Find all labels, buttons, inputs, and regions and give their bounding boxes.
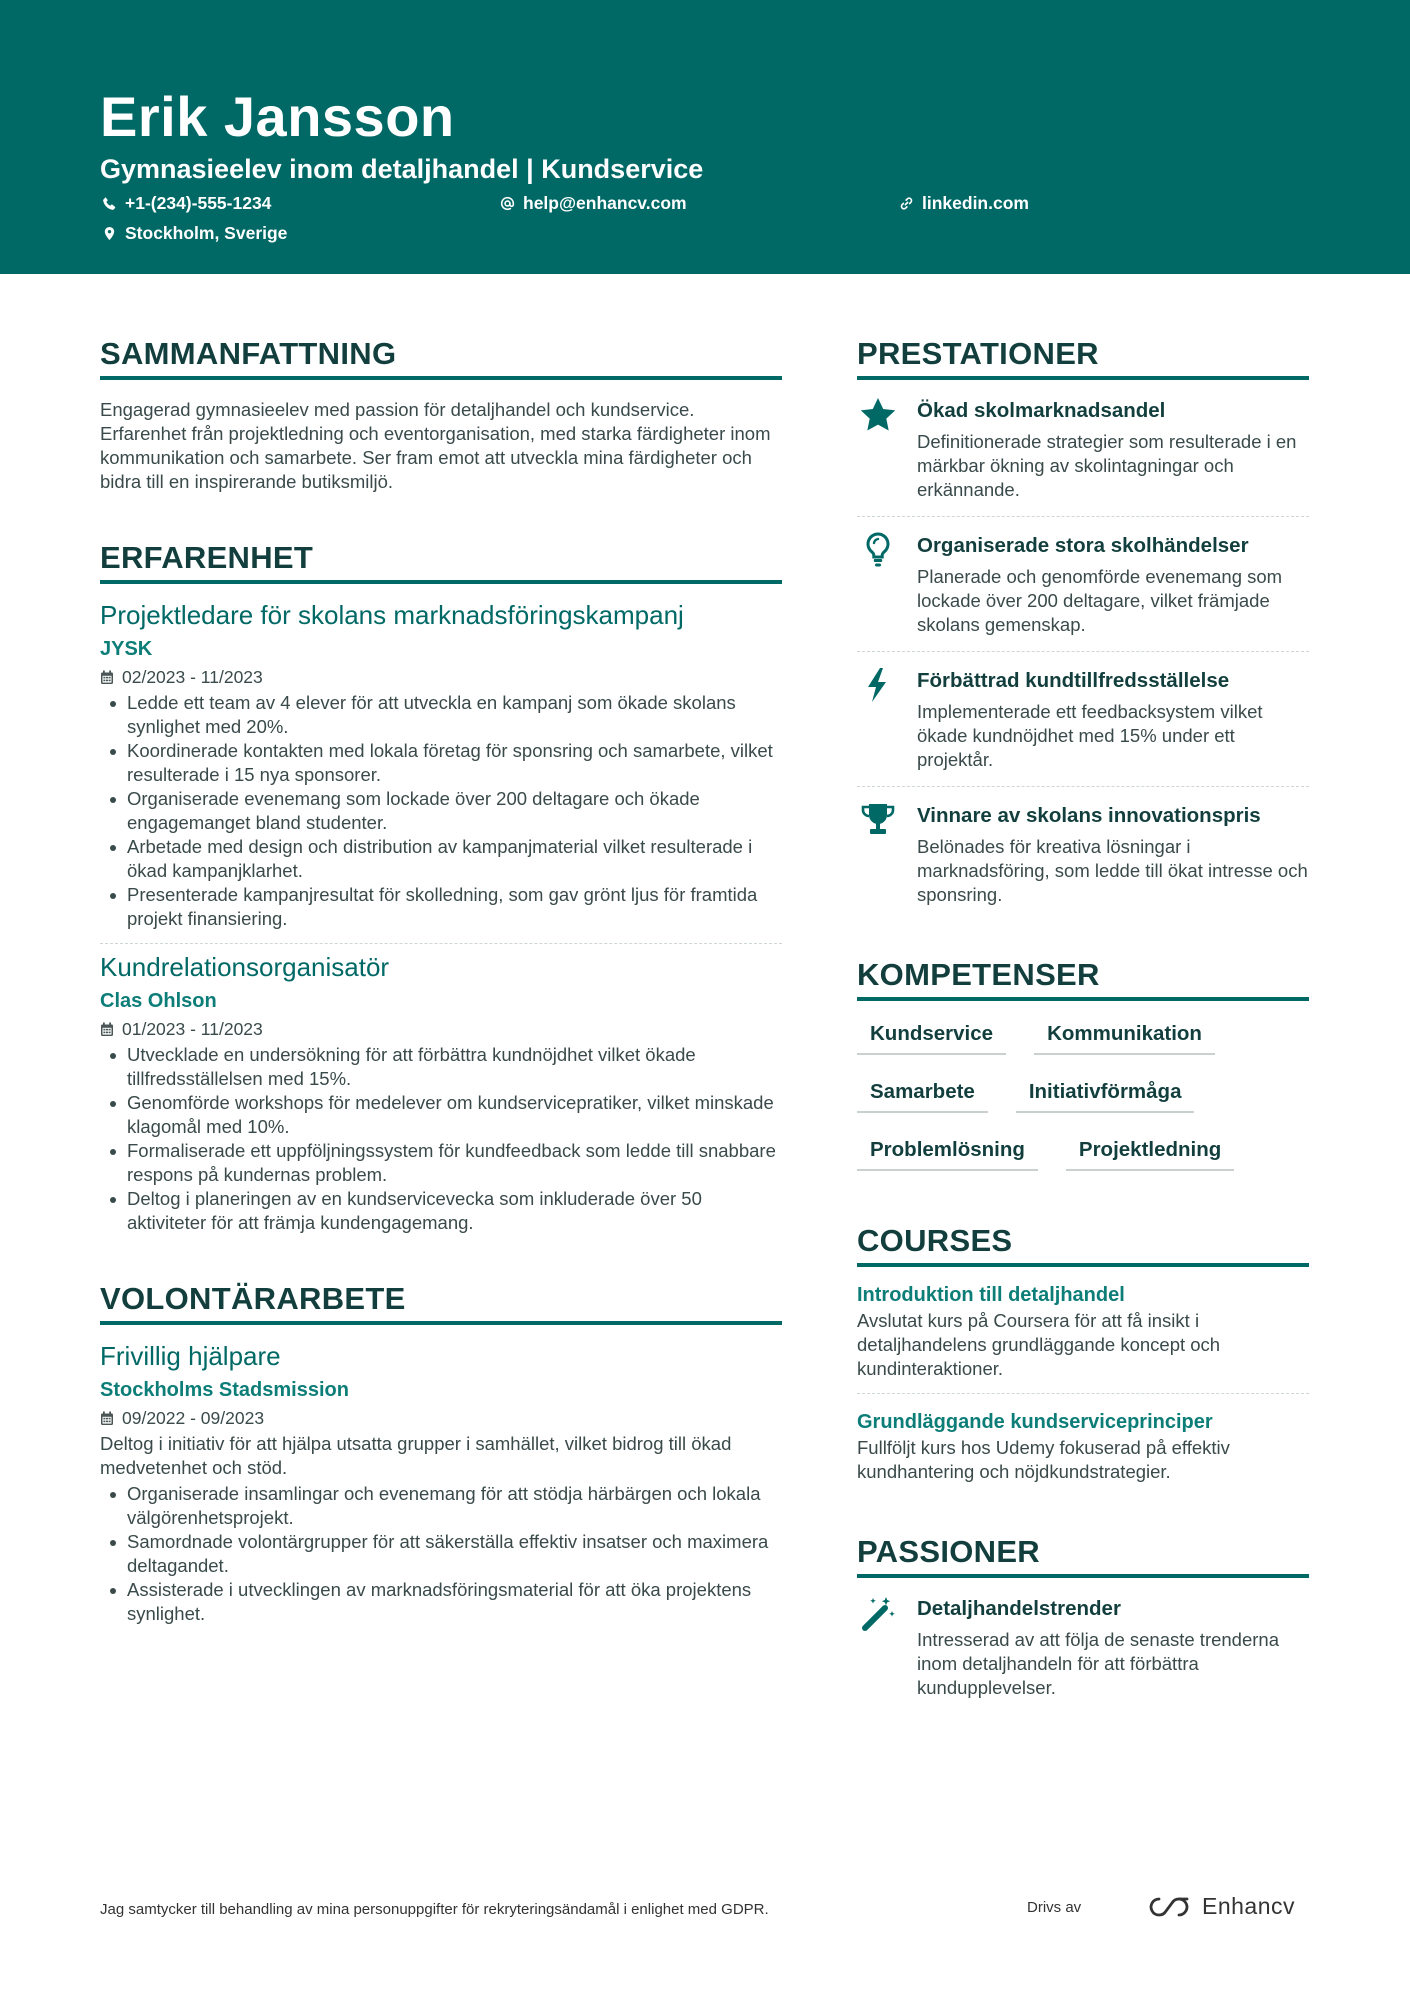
achievement-desc: Planerade och genomförde evenemang som lockade över 200 deltagare, vilket främjade skolans gemenskap. <box>917 566 1283 635</box>
volunteer-heading: VOLONTÄRARBETE <box>100 1279 782 1325</box>
date-text: 02/2023 - 11/2023 <box>122 667 263 687</box>
star-icon <box>859 396 897 434</box>
passion-desc: Intresserad av att följa de senaste trenderna inom detaljhandeln för att förbättra kundupplevelser. <box>917 1629 1279 1698</box>
candidate-name: Erik Jansson <box>100 85 455 148</box>
list-item: Utvecklade en undersökning för att förbättra kundnöjdhet vilket ökade tillfredsställelsen med 15%. <box>100 1043 782 1091</box>
skill-tag: Kommunikation <box>1034 1015 1215 1055</box>
achievement-item <box>857 380 1309 516</box>
link-icon <box>899 196 914 211</box>
date-range <box>100 1017 782 1041</box>
achievement-title: Ökad skolmarknadsandel <box>917 399 1166 422</box>
list-item: Assisterade i utvecklingen av marknadsföringsmaterial för att öka projektens synlighet. <box>100 1578 782 1626</box>
summary-section <box>100 334 782 494</box>
volunteer-role: Frivillig hjälpare <box>100 1341 281 1371</box>
calendar-icon <box>100 1022 114 1037</box>
list-item: Deltog i planeringen av en kundservicevecka som inkluderade över 50 aktiviteter för att främja kundengagemang. <box>100 1187 782 1235</box>
right-column <box>857 334 1309 1758</box>
achievement-title: Förbättrad kundtillfredsställelse <box>917 669 1230 692</box>
date-text: 09/2022 - 09/2023 <box>122 1408 265 1428</box>
bullet-list <box>100 1043 782 1235</box>
brand-name[interactable]: Enhancv <box>1202 1893 1296 1919</box>
list-item: Genomförde workshops för medelever om kundservicepratiker, vilket minskade klagomål med 10%. <box>100 1091 782 1139</box>
skills-list <box>857 1015 1309 1171</box>
email-text[interactable]: help@enhancv.com <box>523 193 687 213</box>
trophy-icon <box>859 801 897 839</box>
divider <box>100 943 782 944</box>
list-item: Koordinerade kontakten med lokala företag för sponsring och samarbete, vilket resulterade i 15 nya sponsorer. <box>100 739 782 787</box>
achievements-section <box>857 334 1309 921</box>
skill-tag: Samarbete <box>857 1073 988 1113</box>
skill-tag: Kundservice <box>857 1015 1006 1055</box>
location-text: Stockholm, Sverige <box>125 223 288 243</box>
achievement-title: Organiserade stora skolhändelser <box>917 534 1249 557</box>
left-column <box>100 334 782 1670</box>
courses-section <box>857 1221 1309 1496</box>
contact-phone <box>102 192 271 214</box>
course-desc: Fullföljt kurs hos Udemy fokuserad på effektiv kundhantering och nöjdkundstrategier. <box>857 1437 1230 1482</box>
course-item <box>857 1394 1309 1496</box>
achievements-heading: PRESTATIONER <box>857 334 1309 380</box>
job-title: Projektledare för skolans marknadsföringskampanj <box>100 600 684 630</box>
gdpr-consent: Jag samtycker till behandling av mina personuppgifter för rekryteringsändamål i enlighet med GDPR. <box>100 1901 769 1918</box>
date-range <box>100 665 782 689</box>
company-name: JYSK <box>100 638 153 660</box>
achievement-title: Vinnare av skolans innovationspris <box>917 804 1261 827</box>
list-item: Formaliserade ett uppföljningssystem för kundfeedback som ledde till snabbare respons på kundernas problem. <box>100 1139 782 1187</box>
achievement-desc: Definitionerade strategier som resulterade i en märkbar ökning av skolintagningar och erkännande. <box>917 431 1297 500</box>
course-title: Grundläggande kundserviceprinciper <box>857 1411 1213 1433</box>
course-title: Introduktion till detaljhandel <box>857 1284 1125 1306</box>
achievement-desc: Belönades för kreativa lösningar i marknadsföring, som ledde till ökat intresse och sponsring. <box>917 836 1308 905</box>
candidate-subtitle: Gymnasieelev inom detaljhandel | Kundservice <box>100 154 704 184</box>
bullet-list <box>100 1482 782 1626</box>
list-item: Organiserade insamlingar och evenemang för att stödja härbärgen och lokala välgörenhetsprojekt. <box>100 1482 782 1530</box>
passion-item <box>857 1578 1309 1714</box>
contact-email[interactable] <box>500 192 687 214</box>
experience-item <box>100 598 782 931</box>
summary-heading: SAMMANFATTNING <box>100 334 782 380</box>
passions-section <box>857 1532 1309 1714</box>
phone-icon <box>102 196 117 211</box>
job-title: Kundrelationsorganisatör <box>100 952 390 982</box>
company-name: Clas Ohlson <box>100 990 217 1012</box>
experience-heading: ERFARENHET <box>100 538 782 584</box>
phone-text: +1-(234)-555-1234 <box>125 193 272 213</box>
skill-tag: Initiativförmåga <box>1016 1073 1195 1113</box>
date-range <box>100 1406 782 1430</box>
skills-heading: KOMPETENSER <box>857 955 1309 1001</box>
list-item: Presenterade kampanjresultat för skolledning, som gav grönt ljus för framtida projekt finansiering. <box>100 883 782 931</box>
courses-heading: COURSES <box>857 1221 1309 1267</box>
experience-section <box>100 538 782 1235</box>
achievement-item <box>857 517 1309 651</box>
course-item <box>857 1267 1309 1393</box>
list-item: Organiserade evenemang som lockade över 200 deltagare och ökade engagemanget bland studenter. <box>100 787 782 835</box>
summary-text: Engagerad gymnasieelev med passion för detaljhandel och kundservice. Erfarenhet från projektledning och eventorganisation, med starka färdigheter inom kommunikation och samarbete. Ser fram emot att utveckla mina färdigheter och bidra till en inspirerande butiksmiljö. <box>100 399 771 492</box>
calendar-icon <box>100 670 114 685</box>
brand-logo[interactable] <box>1146 1893 1295 1920</box>
list-item: Samordnade volontärgrupper för att säkerställa effektiv insatser och maximera deltagandet. <box>100 1530 782 1578</box>
achievement-item <box>857 787 1309 921</box>
linkedin-text[interactable]: linkedin.com <box>922 193 1029 213</box>
powered-by-label: Drivs av <box>1027 1899 1082 1916</box>
volunteer-section <box>100 1279 782 1626</box>
skill-tag: Problemlösning <box>857 1131 1038 1171</box>
achievement-desc: Implementerade ett feedbacksystem vilket ökade kundnöjdhet med 15% under ett projektår. <box>917 701 1263 770</box>
resume-header <box>0 0 1410 274</box>
lightbulb-icon <box>859 531 897 569</box>
organization-name: Stockholms Stadsmission <box>100 1379 349 1401</box>
experience-item <box>100 950 782 1235</box>
contact-linkedin[interactable] <box>899 192 1029 214</box>
location-pin-icon <box>102 226 117 241</box>
passions-heading: PASSIONER <box>857 1532 1309 1578</box>
achievement-item <box>857 652 1309 786</box>
volunteer-intro: Deltog i initiativ för att hjälpa utsatta grupper i samhället, vilket bidrog till ökad medvetenhet och stöd. <box>100 1433 732 1478</box>
list-item: Ledde ett team av 4 elever för att utveckla en kampanj som ökade skolans synlighet med 20%. <box>100 691 782 739</box>
contact-location <box>102 222 287 244</box>
at-icon <box>500 196 515 211</box>
calendar-icon <box>100 1411 114 1426</box>
passion-title: Detaljhandelstrender <box>917 1597 1121 1620</box>
list-item: Arbetade med design och distribution av kampanjmaterial vilket resulterade i ökad kampanjklarhet. <box>100 835 782 883</box>
course-desc: Avslutat kurs på Coursera för att få insikt i detaljhandelens grundläggande koncept och kundinteraktioner. <box>857 1310 1221 1379</box>
date-text: 01/2023 - 11/2023 <box>122 1019 263 1039</box>
skills-section <box>857 955 1309 1171</box>
enhancv-logo-icon <box>1146 1894 1192 1920</box>
magic-wand-icon <box>859 1594 897 1632</box>
lightning-icon <box>859 666 897 704</box>
skill-tag: Projektledning <box>1066 1131 1234 1171</box>
bullet-list <box>100 691 782 931</box>
